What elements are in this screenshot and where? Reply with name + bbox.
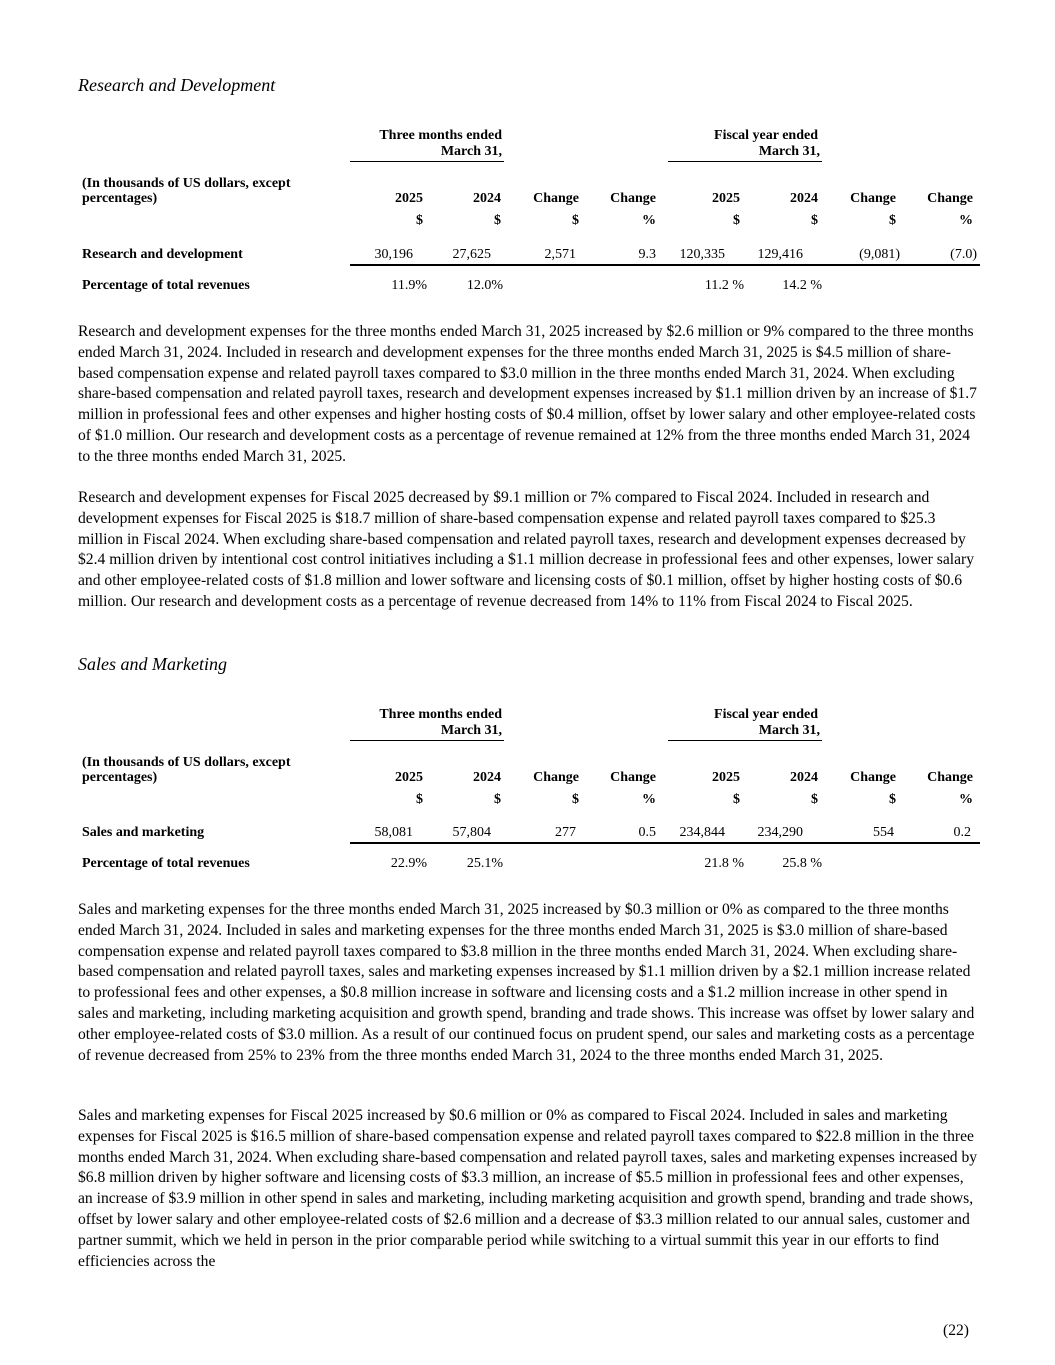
rd-row2-label: Percentage of total revenues — [82, 278, 250, 293]
sm-row1-value: 234,290 — [757, 825, 803, 840]
rd-label-header-line1: (In thousands of US dollars, except — [82, 176, 291, 191]
rd-row1-value: 129,416 — [757, 247, 803, 262]
rd-group-three-line2: March 31, — [440, 144, 502, 159]
rd-label-header-line2: percentages) — [82, 191, 158, 206]
sm-label-header-line2: percentages) — [82, 770, 158, 785]
sm-row1-value: 58,081 — [374, 825, 413, 840]
sm-col-header: Change — [610, 770, 656, 785]
sm-row1-rule — [350, 842, 980, 844]
rd-unit-header: $ — [811, 213, 818, 228]
sm-group-fiscal-line1: Fiscal year ended — [714, 707, 818, 722]
sm-row1-value: 0.5 — [638, 825, 656, 840]
sm-unit-header: $ — [416, 792, 423, 807]
rd-unit-header: % — [959, 213, 973, 228]
rd-col-header: Change — [533, 191, 579, 206]
rd-group-three-rule — [350, 161, 504, 162]
sm-col-header: 2024 — [473, 770, 501, 785]
sm-row2-label: Percentage of total revenues — [82, 856, 250, 871]
sm-row1-value: 234,844 — [679, 825, 725, 840]
sm-unit-header: % — [642, 792, 656, 807]
page-number: (22) — [943, 1322, 969, 1339]
rd-row1-value: 27,625 — [452, 247, 491, 262]
sm-label-header-line1: (In thousands of US dollars, except — [82, 755, 291, 770]
rd-row2-value: 11.2 % — [704, 278, 744, 293]
sm-row2-value: 25.8 % — [782, 856, 822, 871]
rd-row2-value: 14.2 % — [782, 278, 822, 293]
rd-group-fiscal-rule — [668, 161, 822, 162]
rd-group-three-line1: Three months ended — [379, 128, 502, 143]
rd-col-header: Change — [927, 191, 973, 206]
sm-row1-value: 554 — [873, 825, 894, 840]
sm-paragraph-2: Sales and marketing expenses for Fiscal 2025 increased by $0.6 million or 0% as compared to Fiscal 2024. Included in sales and marketing expenses for Fiscal 2025 is $16.5 million of share-based compensation expense and related payroll taxes compared to $22.8 million in the three months ended March 31, 2024. When excluding share-based compensation and related payroll taxes, sales and marketing expenses increased by $6.8 million driven by higher software and licensing costs of $3.3 million, an increase of $5.5 million in professional fees and other expenses, an increase of $3.9 million in other spend in sales and marketing, including marketing acquisition and growth spend, branding and trade shows, offset by lower salary and other employee-related costs of $2.6 million and a decrease of $3.3 million related to our annual sales, customer and partner summit, which we held in person in the prior comparable period while switching to a virtual summit this year in our efforts to find efficiencies across the — [78, 1107, 978, 1270]
rd-paragraph-1: Research and development expenses for the three months ended March 31, 2025 increased by $2.6 million or 9% compared to the three months ended March 31, 2024. Included in research and development expenses for the three months ended March 31, 2025 is $4.5 million of share-based compensation expense and related payroll taxes compared to $3.0 million in the three months ended March 31, 2024. When excluding share-based compensation and related payroll taxes, research and development expenses increased by $1.1 million driven by an increase of $1.7 million in professional fees and other expenses and higher hosting costs of $0.4 million, offset by lower salary and other employee-related costs of $1.0 million. Our research and development costs as a percentage of revenue remained at 12% from the three months ended March 31, 2024 to the three months ended March 31, 2025. — [78, 323, 977, 465]
rd-row1-value: (7.0) — [950, 247, 977, 262]
rd-col-header: 2025 — [395, 191, 423, 206]
sm-unit-header: $ — [889, 792, 896, 807]
rd-row1-value: 120,335 — [679, 247, 725, 262]
rd-row2-value: 12.0% — [466, 278, 503, 293]
rd-unit-header: $ — [889, 213, 896, 228]
rd-unit-header: $ — [572, 213, 579, 228]
rd-col-header: Change — [610, 191, 656, 206]
rd-row1-value: (9,081) — [859, 247, 900, 262]
sm-col-header: 2024 — [790, 770, 818, 785]
rd-heading: Research and Development — [78, 75, 276, 95]
rd-col-header: 2024 — [790, 191, 818, 206]
rd-row1-value: 2,571 — [544, 247, 576, 262]
sm-row1-label: Sales and marketing — [82, 825, 205, 840]
rd-col-header: 2025 — [712, 191, 740, 206]
sm-group-fiscal-rule — [668, 740, 822, 741]
sm-group-fiscal-line2: March 31, — [758, 723, 820, 738]
rd-col-header: Change — [850, 191, 896, 206]
sm-group-three-line2: March 31, — [440, 723, 502, 738]
sm-row1-value: 57,804 — [452, 825, 491, 840]
sm-paragraph-1: Sales and marketing expenses for the three months ended March 31, 2025 increased by $0.3 million or 0% as compared to the three months ended March 31, 2024. Included in sales and marketing expenses for the three months ended March 31, 2025 is $3.0 million of share-based compensation expense and related payroll taxes compared to $3.8 million in the three months ended March 31, 2024. When excluding share-based compensation and related payroll taxes, sales and marketing expenses increased by $1.1 million driven by a $2.1 million increase related to professional fees and other expenses, a $0.8 million increase in software and licensing costs and a $1.2 million increase in other spend in sales and marketing, including marketing acquisition and growth spend, branding and trade shows. This increase was offset by lower salary and other employee-related costs of $3.0 million. As a result of our continued focus on prudent spend, our sales and marketing costs as a percentage of revenue decreased from 25% to 23% from the three months ended March 31, 2024 to the three months ended March 31, 2025. — [78, 901, 975, 1064]
sm-unit-header: $ — [494, 792, 501, 807]
sm-col-header: Change — [533, 770, 579, 785]
rd-row2-value: 11.9% — [391, 278, 427, 293]
rd-group-fiscal-line2: March 31, — [758, 144, 820, 159]
sm-table — [78, 706, 980, 876]
sm-col-header: 2025 — [395, 770, 423, 785]
rd-table — [78, 127, 980, 297]
sm-heading: Sales and Marketing — [78, 654, 227, 674]
sm-row2-value: 22.9% — [390, 856, 427, 871]
rd-unit-header: $ — [494, 213, 501, 228]
rd-row1-value: 30,196 — [374, 247, 413, 262]
sm-row2-value: 25.1% — [466, 856, 503, 871]
rd-col-header: 2024 — [473, 191, 501, 206]
rd-paragraph-2: Research and development expenses for Fiscal 2025 decreased by $9.1 million or 7% compared to Fiscal 2024. Included in research and development expenses for Fiscal 2025 is $18.7 million of share-based compensation expense and related payroll taxes compared to $25.3 million in Fiscal 2024. When excluding share-based compensation and related payroll taxes, research and development expenses decreased by $2.4 million driven by intentional cost control initiatives including a $1.1 million decrease in professional fees and other expenses, lower salary and other employee-related costs of $1.8 million and lower software and licensing costs of $0.1 million, offset by higher hosting costs of $0.6 million. Our research and development costs as a percentage of revenue decreased from 14% to 11% from Fiscal 2024 to Fiscal 2025. — [78, 489, 974, 610]
sm-group-three-line1: Three months ended — [379, 707, 502, 722]
rd-unit-header: % — [642, 213, 656, 228]
rd-row1-label: Research and development — [82, 247, 243, 262]
rd-group-fiscal-line1: Fiscal year ended — [714, 128, 818, 143]
sm-group-three-rule — [350, 740, 504, 741]
sm-unit-header: $ — [811, 792, 818, 807]
sm-row1-value: 277 — [555, 825, 576, 840]
sm-row2-value: 21.8 % — [704, 856, 744, 871]
sm-col-header: 2025 — [712, 770, 740, 785]
rd-unit-header: $ — [416, 213, 423, 228]
sm-row1-value: 0.2 — [953, 825, 971, 840]
rd-row1-value: 9.3 — [638, 247, 656, 262]
sm-unit-header: % — [959, 792, 973, 807]
rd-unit-header: $ — [733, 213, 740, 228]
sm-col-header: Change — [927, 770, 973, 785]
sm-unit-header: $ — [733, 792, 740, 807]
sm-unit-header: $ — [572, 792, 579, 807]
rd-row1-rule — [350, 264, 980, 266]
sm-col-header: Change — [850, 770, 896, 785]
